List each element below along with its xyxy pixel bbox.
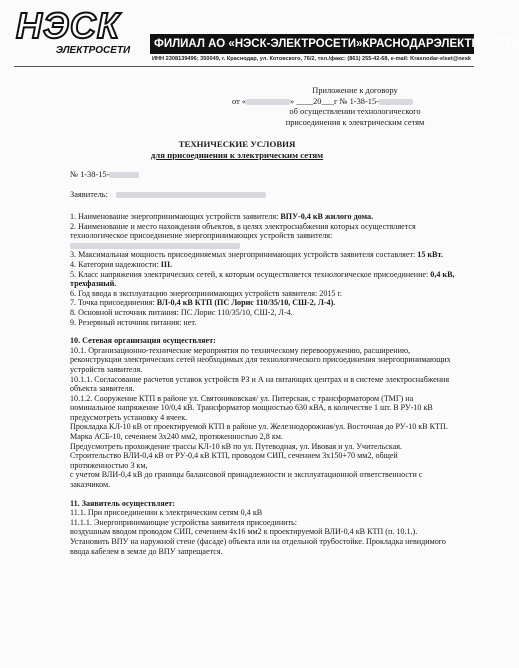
section-10-p4: Прокладка КЛ-10 кВ от проектируемой КТП в районе ул. Железнодорожная/ул. Восточная до РУ-10 кВ КТП. Марка АСБ-10, сечением 3х240 мм2, протяженностью 2,8 км. xyxy=(70,422,448,442)
logo-subtitle: ЭЛЕКТРОСЕТИ xyxy=(55,45,131,56)
redacted-number xyxy=(379,99,413,105)
logo-text: НЭСК xyxy=(16,5,121,46)
redacted-date xyxy=(246,99,290,105)
document-title xyxy=(0,139,474,160)
item-8: 8. Основной источник питания: ПС Лорис 110/35/10, СШ-2, Л-4. xyxy=(70,307,293,317)
appendix-block xyxy=(232,86,440,128)
title-main: ТЕХНИЧЕСКИЕ УСЛОВИЯ xyxy=(178,139,296,149)
section-11-p3: воздушным вводом проводом СИП, сечением 4х16 мм2 к проектируемой ВЛИ-0,4 кВ КТП (п. 10.1.). Установить ВПУ на наружной стене (фасаде) объекта или на отдельной трубостойке. Прокладка невидимого ввода кабелем в земле до ВПУ запрещается. xyxy=(70,527,446,556)
appendix-line-1: Приложение к договору xyxy=(312,86,398,95)
redacted-doc-number xyxy=(109,172,139,178)
appendix-line-2: от « » ____20___г № 1-38-15- xyxy=(232,97,442,108)
document-number: № 1-38-15- xyxy=(70,170,139,179)
item-4: 4. Категория надежности: III. xyxy=(70,259,173,269)
appendix-line-4: присоединения к электрическим сетям xyxy=(285,117,425,127)
item-6: 6. Год ввода в эксплуатацию энергопринимающих устройств заявителя: 2015 г. xyxy=(70,288,342,298)
appendix-line-3: об осуществлении технологического xyxy=(289,107,421,117)
section-10-p2: 10.1.1. Согласование расчетов уставок устройств РЗ и А на питающих центрах и в системе электроснабжения объекта заявителя. xyxy=(70,374,450,394)
section-10-p3: 10.1.2. Сооружение КТП в районе ул. Святониковская/ ул. Питерская, с трансформатором (ТМГ) на номинальное напряжение 10/0,4 кВ. Трансформатор мощностью 630 кВА, в количестве 1 шт. В РУ-10 кВ предусмотреть установку 4 ячеек. xyxy=(70,393,433,422)
section-10-p6: Строительство ВЛИ-0,4 кВ от РУ-0,4 кВ КТП, проводом СИП, сечением 3х150+70 мм2, общей протяженностью 3 км, xyxy=(70,451,398,470)
section-11-p1: 11.1. При присоединении к электрическим сетям 0,4 кВ xyxy=(70,508,263,518)
item-5: 5. Класс напряжения электрических сетей, к которым осуществляется технологическое присоединение: 0,4 кВ, трехфазный. xyxy=(70,269,455,289)
section-10-p5: Предусмотреть прохождение трассы КЛ-10 кВ по ул. Путеводная, ул. Ивовая и ул. Учительская. xyxy=(70,441,403,451)
section-10-p7: с учетом ВЛИ-0,4 кВ до границы балансовой принадлежности и эксплуатационной ответственности с заказчиком. xyxy=(70,470,423,490)
letterhead xyxy=(0,0,519,80)
section-11-p2: 11.1.1. Энергопринимающие устройства заявителя присоединить: xyxy=(70,517,297,527)
document-body xyxy=(70,212,458,556)
item-7: 7. Точка присоединения: ВЛ-0,4 кВ КТП (ПС Лорис 110/35/10, СШ-2, Л-4). xyxy=(70,298,336,308)
title-sub: для присоединения к электрическим сетям xyxy=(150,149,324,160)
item-2: 2. Наименование и место нахождения объектов, в целях электроснабжения которых осуществляется технологическое присоединение энергопринимающих устройств заявителя: xyxy=(70,222,458,251)
item-1: 1. Наименование энергопринимающих устройств заявителя: ВПУ-0,4 кВ жилого дома. xyxy=(70,212,374,221)
contact-line: ИНН 2308139496; 350049, г. Краснодар, ул. Котовского, 76/2, тел./факс: (861) 255-42-68, e-mail: Krasnodar-elset@nesk xyxy=(152,56,471,62)
header-divider xyxy=(14,66,474,67)
item-9: 9. Резервный источник питания: нет. xyxy=(70,317,197,327)
redacted-applicant-name xyxy=(116,192,266,198)
branch-name-bar: ФИЛИАЛ АО «НЭСК-ЭЛЕКТРОСЕТИ»КРАСНОДАРЭЛЕКТРОСЕТЬ xyxy=(150,34,474,54)
applicant-line: Заявитель: xyxy=(70,190,266,199)
section-11-heading: 11. Заявитель осуществляет: xyxy=(70,498,175,508)
company-logo xyxy=(16,5,148,56)
item-3: 3. Максимальная мощность присоединяемых энергопринимающих устройств заявителя составляет: 15 кВт. xyxy=(70,250,443,260)
redacted-object-address xyxy=(70,243,240,249)
section-10-heading: 10. Сетевая организация осуществляет: xyxy=(70,336,216,346)
section-10-p1: 10.1. Организационно-технические мероприятия по техническому перевооружению, расширению, реконструкции электрических сетей необходимых для технологического присоединения энергопринимающих устройств заявителя. xyxy=(70,345,451,374)
